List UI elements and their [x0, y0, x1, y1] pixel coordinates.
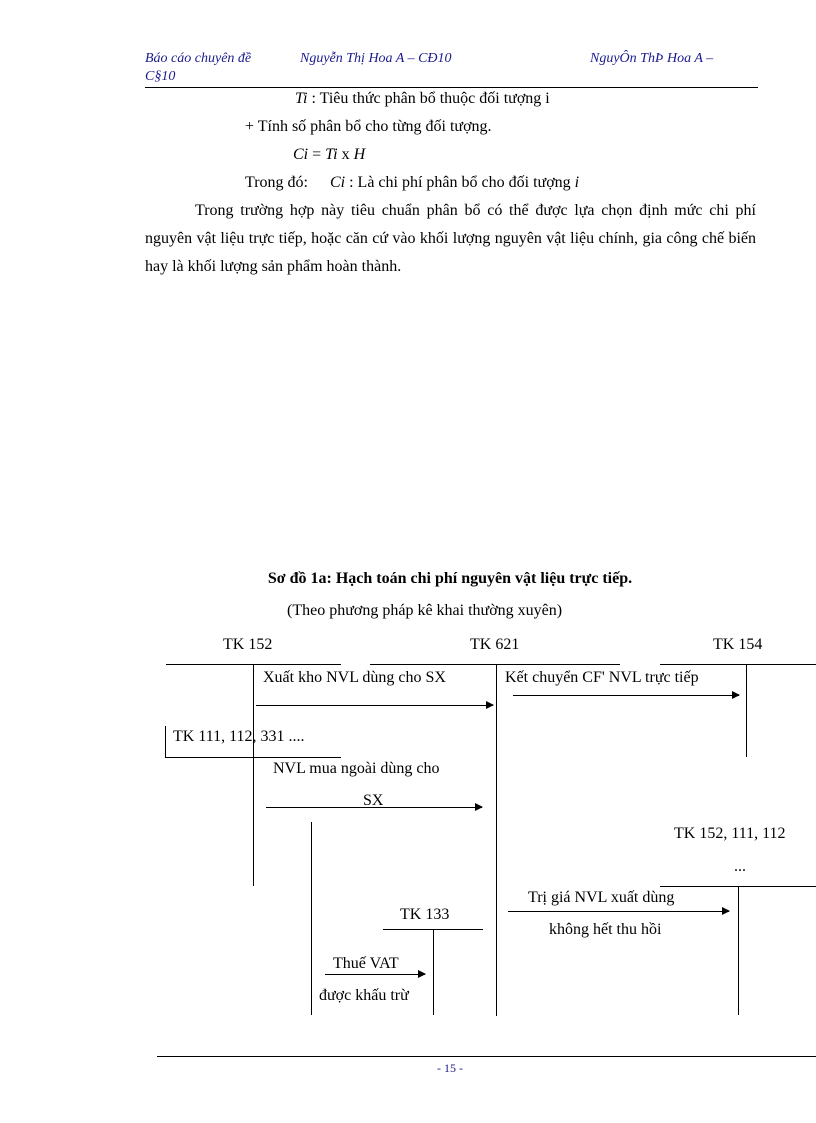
tk111-left-bracket	[165, 726, 166, 757]
account-tk621: TK 621	[470, 636, 520, 653]
tk133-vline	[433, 929, 434, 1015]
header-author-garbled: NguyÔn ThÞ Hoa A –	[590, 51, 714, 66]
diagram-subtitle: (Theo phương pháp kê khai thường xuyên)	[287, 602, 563, 619]
flow-transfer-arrow	[513, 695, 739, 696]
flow-transfer-label: Kết chuyển CF' NVL trực tiếp	[505, 669, 699, 686]
diagram-title: Sơ đồ 1a: Hạch toán chi phí nguyên vật liệu trực tiếp.	[267, 570, 633, 587]
line-ti	[295, 90, 550, 108]
header-title: Báo cáo chuyên đề	[145, 51, 252, 66]
flow-return-label-2: không hết thu hồi	[549, 921, 662, 938]
account-tk152: TK 152	[223, 636, 273, 653]
line-ti-text: : Tiêu thức phân bổ thuộc đối tượng i	[307, 90, 550, 107]
where-i: i	[574, 174, 580, 191]
where-label: Trong đó:	[245, 174, 308, 191]
flow-vat-arrow	[325, 974, 425, 975]
header-rule	[145, 87, 758, 88]
vat-branch-vline	[311, 822, 312, 1015]
line-allocation: + Tính số phân bổ cho từng đối tượng.	[245, 118, 492, 135]
flow-return-label-1: Trị giá NVL xuất dùng	[528, 889, 675, 906]
flow-purchase-label-1: NVL mua ngoài dùng cho	[273, 760, 440, 777]
paragraph: Trong trường hợp này tiêu chuẩn phân bổ có thể được lựa chọn định mức chi phí nguyên vật liệu trực tiếp, hoặc căn cứ vào khối lượng nguyên vật liệu chính, gia công chế biến hay là khối lượng sản phẩm hoàn thành.	[145, 202, 756, 275]
tk154-hline	[660, 664, 816, 665]
flow-vat-label-2: được khấu trừ	[319, 987, 409, 1004]
tk621-vline	[496, 664, 497, 1016]
formula-eq: =	[308, 146, 326, 163]
flow-issue-label: Xuất kho NVL dùng cho SX	[263, 669, 446, 686]
where-var: Ci	[329, 174, 346, 191]
tk152-vline	[253, 664, 254, 886]
formula-ti: Ti	[325, 146, 338, 163]
where-text: : Là chi phí phân bổ cho đối tượng	[345, 174, 575, 191]
tk154-vline	[746, 664, 747, 757]
var-ti: Ti	[295, 90, 308, 107]
flow-issue-arrow	[256, 705, 493, 706]
account-tk154: TK 154	[713, 636, 763, 653]
account-tk111: TK 111, 112, 331 ....	[173, 728, 305, 745]
header-author: Nguyễn Thị Hoa A – CĐ10	[300, 51, 452, 66]
tk111-hline	[165, 757, 341, 758]
where-line	[245, 174, 579, 192]
formula-ci: Ci	[293, 146, 309, 163]
account-tk152b-cont: ...	[734, 858, 746, 875]
tk621-hline	[370, 664, 620, 665]
page-number: - 15 -	[437, 1061, 463, 1075]
formula-x: x	[337, 146, 354, 163]
tk152b-vline	[738, 886, 739, 1015]
formula	[293, 146, 365, 164]
footer-rule	[157, 1056, 816, 1057]
header-class: C§10	[145, 69, 176, 84]
flow-purchase-label-2: SX	[363, 792, 384, 809]
account-tk152b: TK 152, 111, 112	[674, 825, 786, 842]
flow-purchase-arrow	[266, 807, 482, 808]
account-tk133: TK 133	[400, 906, 450, 923]
flow-vat-label-1: Thuế VAT	[333, 955, 399, 972]
formula-h: H	[353, 146, 366, 163]
flow-return-arrow	[508, 911, 729, 912]
